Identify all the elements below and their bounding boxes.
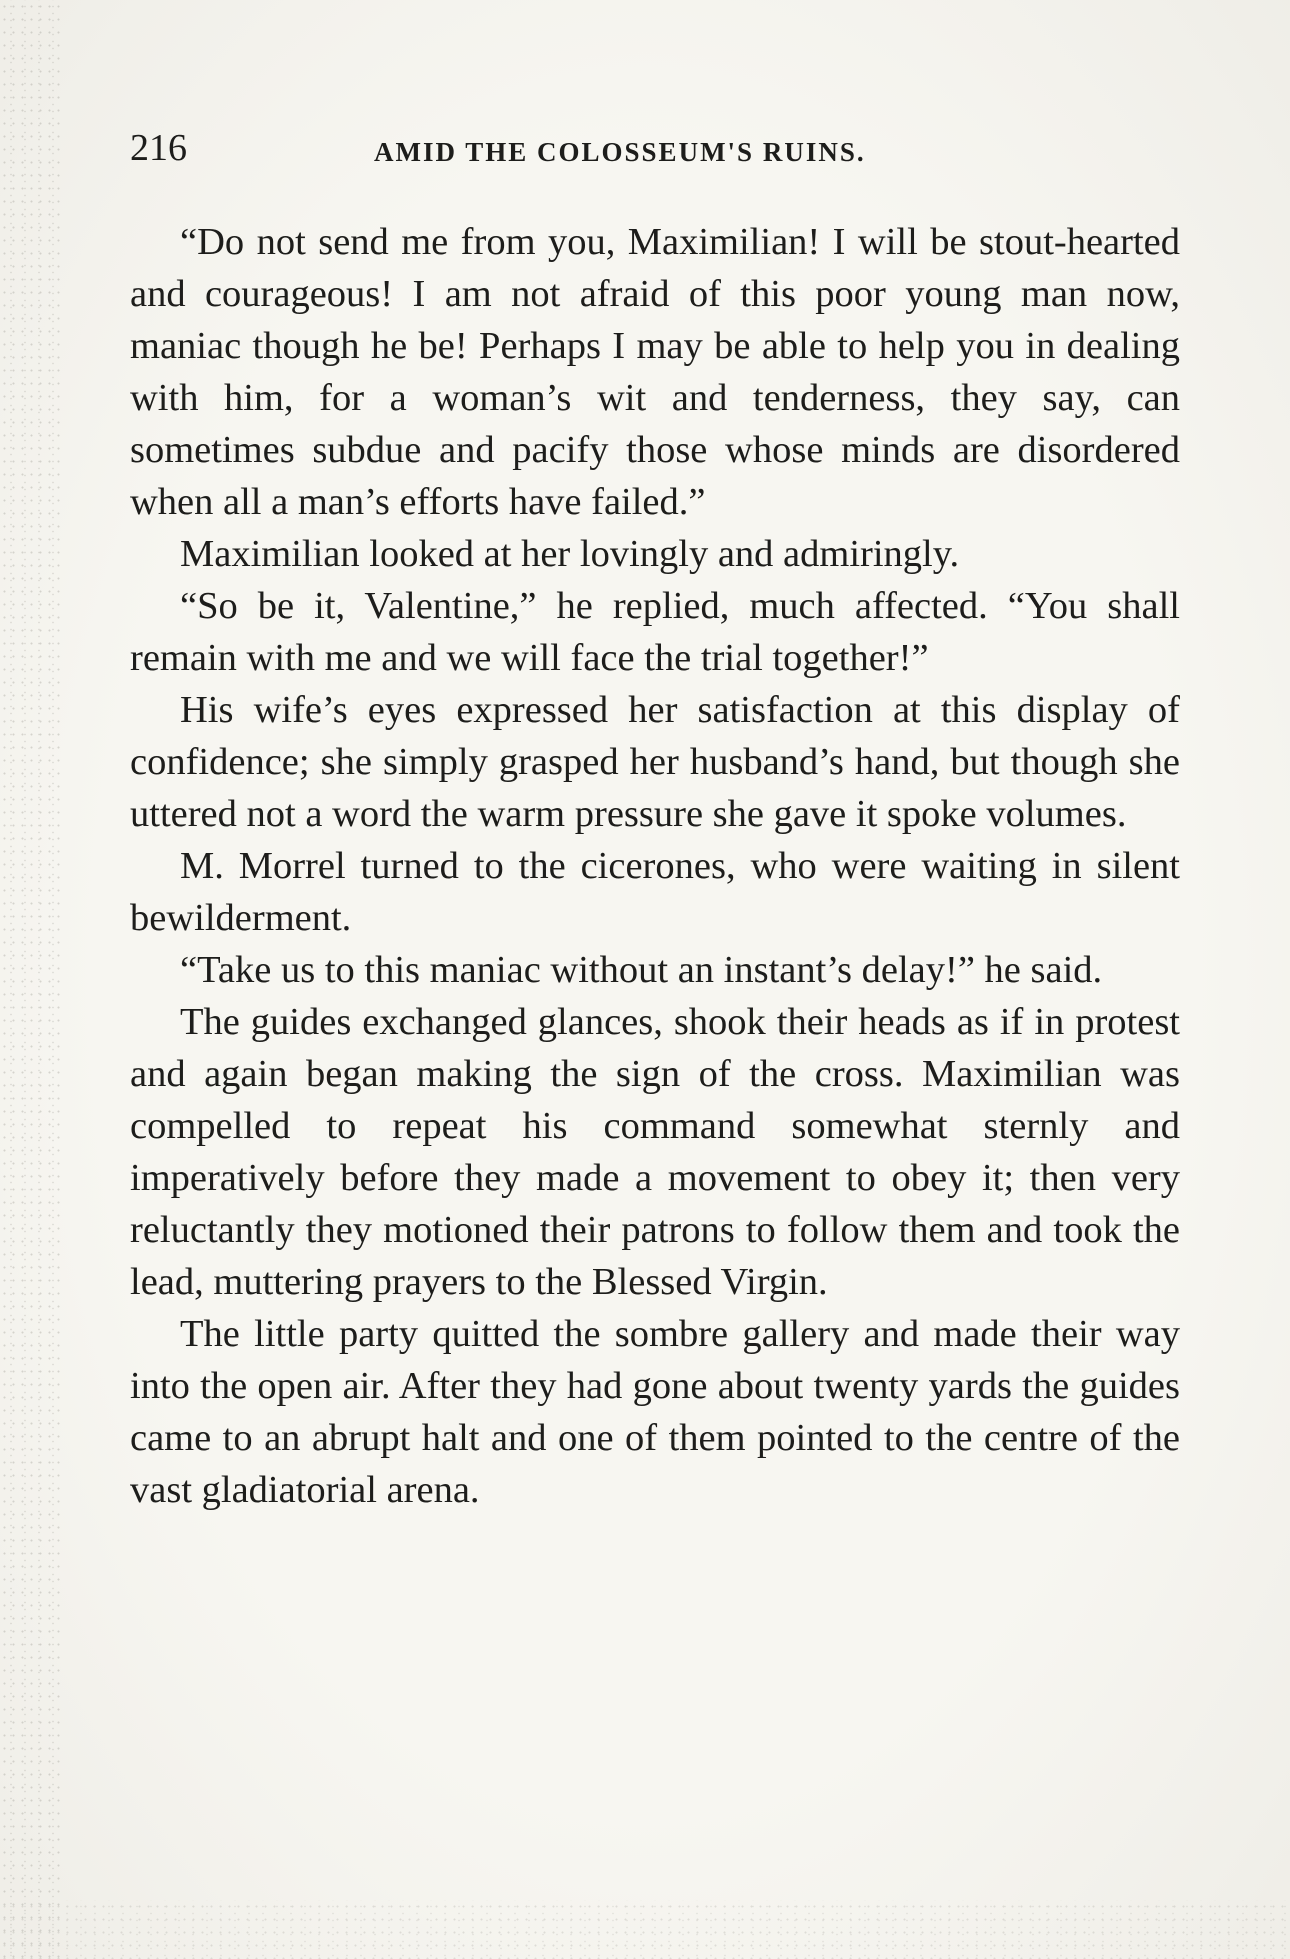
page-header — [130, 126, 1180, 176]
paragraph: M. Morrel turned to the cicerones, who were waiting in silent bewilderment. — [130, 845, 1180, 939]
paragraph: “So be it, Valentine,” he replied, much affected. “You shall remain with me and we will face the trial together!” — [130, 585, 1180, 679]
paragraph: His wife’s eyes expressed her satisfaction at this display of confidence; she simply grasped her husband’s hand, but though she uttered not a word the warm pressure she gave it spoke volumes. — [130, 689, 1180, 835]
running-title: AMID THE COLOSSEUM'S RUINS. — [374, 137, 866, 167]
page-bottom-texture — [0, 1900, 1290, 1959]
paragraph: “Take us to this maniac without an instant’s delay!” he said. — [180, 949, 1103, 991]
page-edge-texture — [0, 0, 60, 1959]
page-number: 216 — [130, 127, 187, 169]
paragraph: Maximilian looked at her lovingly and admiringly. — [180, 533, 960, 575]
paragraph: “Do not send me from you, Maximilian! I will be stout-hearted and courageous! I am not afraid of this poor young man now, maniac though he be! Perhaps I may be able to help you in dealing with him, for a woman’s wit and tenderness, they say, can sometimes subdue and pacify those whose minds are disordered when all a man’s efforts have failed.” — [130, 221, 1180, 523]
body-text — [130, 216, 1180, 1516]
paragraph: The guides exchanged glances, shook their heads as if in protest and again began making the sign of the cross. Maximilian was compelled to repeat his command somewhat sternly and imperatively before they made a movement to obey it; then very reluctantly they motioned their patrons to follow them and took the lead, muttering prayers to the Blessed Virgin. — [130, 1001, 1180, 1303]
paragraph: The little party quitted the sombre gallery and made their way into the open air. After they had gone about twenty yards the guides came to an abrupt halt and one of them pointed to the centre of the vast gladiatorial arena. — [130, 1313, 1180, 1511]
